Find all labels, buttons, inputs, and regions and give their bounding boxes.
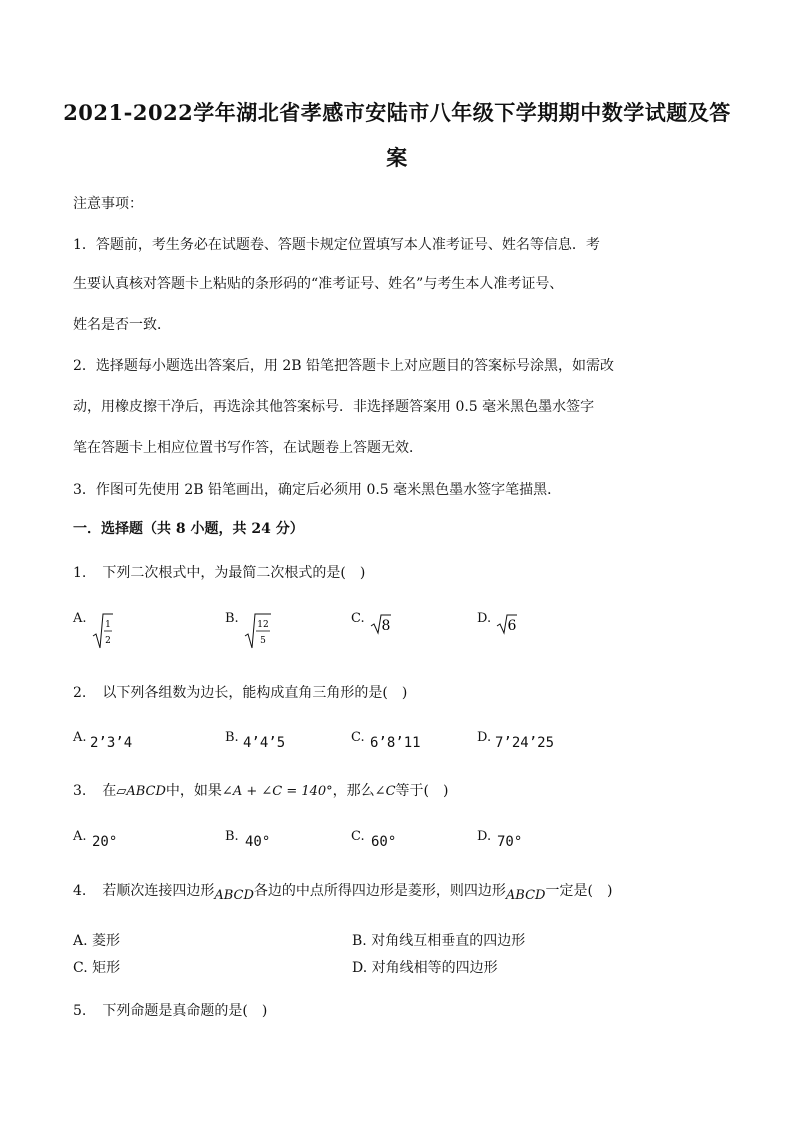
section-heading: 一．选择题（共 8 小题，共 24 分） <box>73 521 304 537</box>
notice-2-line2: 动，用橡皮擦干净后，再选涂其他答案标号．非选择题答案用 0.5 毫米黑色墨水签字 <box>73 399 595 415</box>
q3-parallelogram: ▱ABCD <box>116 784 166 799</box>
q1-paren: ( ) <box>340 565 366 581</box>
q2-option-b-value: 4’4’5 <box>243 735 286 751</box>
q3-condition: ∠A + ∠C = 140° <box>221 784 333 799</box>
q5-stem: 下列命题是真命题的是 <box>102 1003 243 1019</box>
q1-option-a-sqrt <box>92 612 114 650</box>
q2-stem: 以下列各组数为边长，能构成直角三角形的是 <box>102 685 383 701</box>
doc-title-line1: 2021-2022学年湖北省孝感市安陆市八年级下学期期中数学试题及答 <box>63 100 731 125</box>
q4-option-a: A. 菱形 <box>73 933 121 949</box>
q2-paren: ( ) <box>382 685 408 701</box>
q3-option-b-label: B. <box>225 829 239 844</box>
q4-abcd-1: ABCD <box>214 888 254 903</box>
q2-option-b-label: B. <box>225 730 239 745</box>
q5-paren: ( ) <box>242 1003 268 1019</box>
q3-paren: ( ) <box>423 783 449 799</box>
q2-option-c-label: C. <box>351 730 365 745</box>
q4-abcd-2: ABCD <box>505 888 546 903</box>
q1-option-a-label: A. <box>73 611 87 626</box>
q4-stem-3: 一定是 <box>545 883 588 899</box>
notice-1-line2: 生要认真核对答题卡上粘贴的条形码的“准考证号、姓名”与考生本人准考证号、 <box>73 276 564 292</box>
q3-angle-c: ∠C <box>374 784 396 799</box>
q2-option-d-label: D. <box>477 730 492 745</box>
question-3 <box>73 780 448 800</box>
q3-stem-2: 中，如果 <box>165 783 222 799</box>
notice-1-line3: 姓名是否一致． <box>73 317 171 333</box>
q3-number: 3. <box>73 783 87 799</box>
notice-heading: 注意事项： <box>73 196 143 212</box>
q3-option-a-value: 20° <box>92 834 118 850</box>
question-2 <box>73 682 407 702</box>
q1-c-radicand: 8 <box>381 618 391 634</box>
q4-number: 4. <box>73 883 87 899</box>
q3-option-d-value: 70° <box>497 834 523 850</box>
q1-b-denominator: 5 <box>260 636 266 646</box>
q3-option-d-label: D. <box>477 829 492 844</box>
q4-option-d: D. 对角线相等的四边形 <box>352 960 498 976</box>
doc-title-line2: 案 <box>386 145 408 170</box>
q1-option-c-sqrt <box>370 613 392 635</box>
q3-option-a-label: A. <box>73 829 87 844</box>
q4-paren: ( ) <box>587 883 613 899</box>
q2-option-a-value: 2’3’4 <box>90 735 133 751</box>
q1-option-d-label: D. <box>477 611 492 626</box>
q1-d-radicand: 6 <box>507 618 517 634</box>
question-4 <box>73 880 613 903</box>
q1-option-d-sqrt <box>496 613 518 635</box>
q3-stem-1: 在 <box>102 783 117 799</box>
q1-number: 1. <box>73 565 87 581</box>
q3-option-c-value: 60° <box>371 834 397 850</box>
question-1 <box>73 562 365 582</box>
q3-option-b-value: 40° <box>245 834 271 850</box>
notice-2-line3: 笔在答题卡上相应位置书写作答，在试题卷上答题无效． <box>73 440 423 456</box>
notice-3: 3．作图可先使用 2B 铅笔画出，确定后必须用 0.5 毫米黑色墨水签字笔描黑． <box>73 482 562 498</box>
q4-stem-2: 各边的中点所得四边形是菱形，则四边形 <box>253 883 506 899</box>
q2-number: 2. <box>73 685 87 701</box>
q1-option-b-label: B. <box>225 611 239 626</box>
q1-option-b-sqrt <box>244 612 272 650</box>
notice-2-line1: 2．选择题每小题选出答案后，用 2B 铅笔把答题卡上对应题目的答案标号涂黑，如需改 <box>73 358 615 374</box>
q2-option-c-value: 6’8’11 <box>370 735 421 751</box>
q1-a-denominator: 2 <box>105 636 111 646</box>
q4-option-b: B. 对角线互相垂直的四边形 <box>352 933 526 949</box>
notice-1-line1: 1．答题前，考生务必在试题卷、答题卡规定位置填写本人准考证号、姓名等信息．考 <box>73 237 600 253</box>
q1-a-numerator: 1 <box>105 620 111 630</box>
q3-option-c-label: C. <box>351 829 365 844</box>
q3-stem-4: 等于 <box>395 783 424 799</box>
q3-stem-3: ，那么 <box>332 783 375 799</box>
q4-option-c: C. 矩形 <box>73 960 121 976</box>
question-5 <box>73 1000 267 1020</box>
q1-option-c-label: C. <box>351 611 365 626</box>
q1-stem: 下列二次根式中，为最简二次根式的是 <box>102 565 341 581</box>
q2-option-a-label: A. <box>73 730 87 745</box>
q5-number: 5. <box>73 1003 87 1019</box>
q4-stem-1: 若顺次连接四边形 <box>102 883 215 899</box>
q1-b-numerator: 12 <box>257 620 269 630</box>
q2-option-d-value: 7’24’25 <box>495 735 555 751</box>
